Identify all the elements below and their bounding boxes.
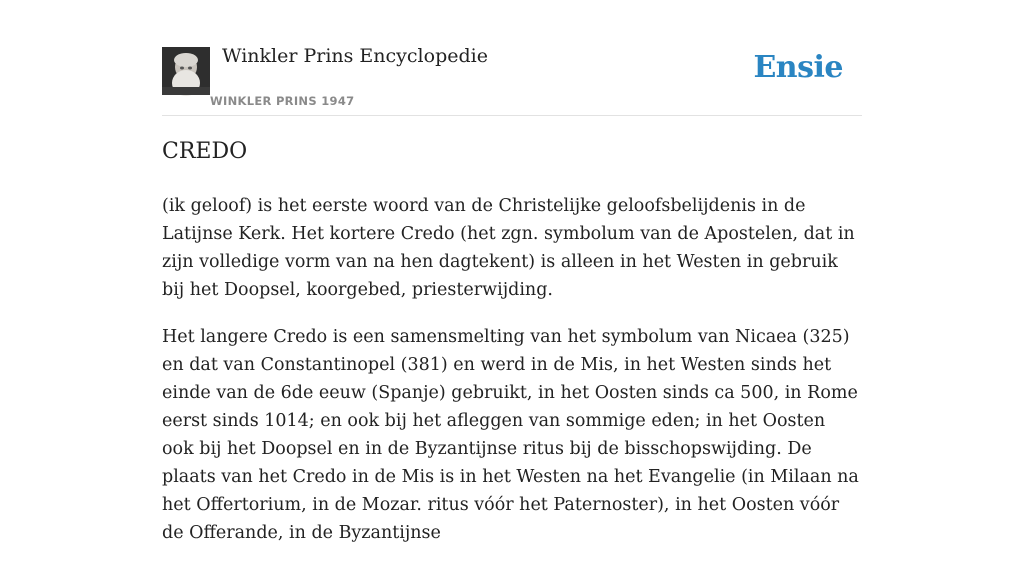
source-subtitle: WINKLER PRINS 1947: [210, 94, 355, 108]
entry-title: CREDO: [162, 139, 248, 164]
source-title[interactable]: Winkler Prins Encyclopedie: [222, 45, 488, 67]
brand-logo[interactable]: Ensie: [753, 50, 843, 85]
body-paragraph: (ik geloof) is het eerste woord van de Christelijke geloofsbelijdenis in de Latijnse Kerk. Het kortere Credo (het zgn. symbolum van de Apostelen, dat in zijn volledige vorm van na hen dagtekent) is alleen in het Westen in gebruik bij het Doopsel, koorgebed, priesterwijding.: [162, 196, 855, 300]
body-paragraph: Het langere Credo is een samensmelting van het symbolum van Nicaea (325) en dat van Constantinopel (381) en werd in de Mis, in het Westen sinds het einde van de 6de eeuw (Spanje) gebruikt, in het Oosten sinds ca 500, in Rome eerst sinds 1014; en ook bij het afleggen van sommige eden; in het Oosten ook bij het Doopsel en in de Byzantijnse ritus bij de bisschopswijding. De plaats van het Credo in de Mis is in het Westen na het Evangelie (in Milaan na het Offertorium, in de Mozar. ritus vóór het Paternoster), in het Oosten vóór de Offerande, in de Byzantijnse: [162, 327, 859, 543]
portrait-avatar-icon[interactable]: [162, 47, 210, 95]
entry-body: [162, 192, 862, 566]
article-header: [162, 0, 862, 116]
article-container: [162, 0, 862, 543]
